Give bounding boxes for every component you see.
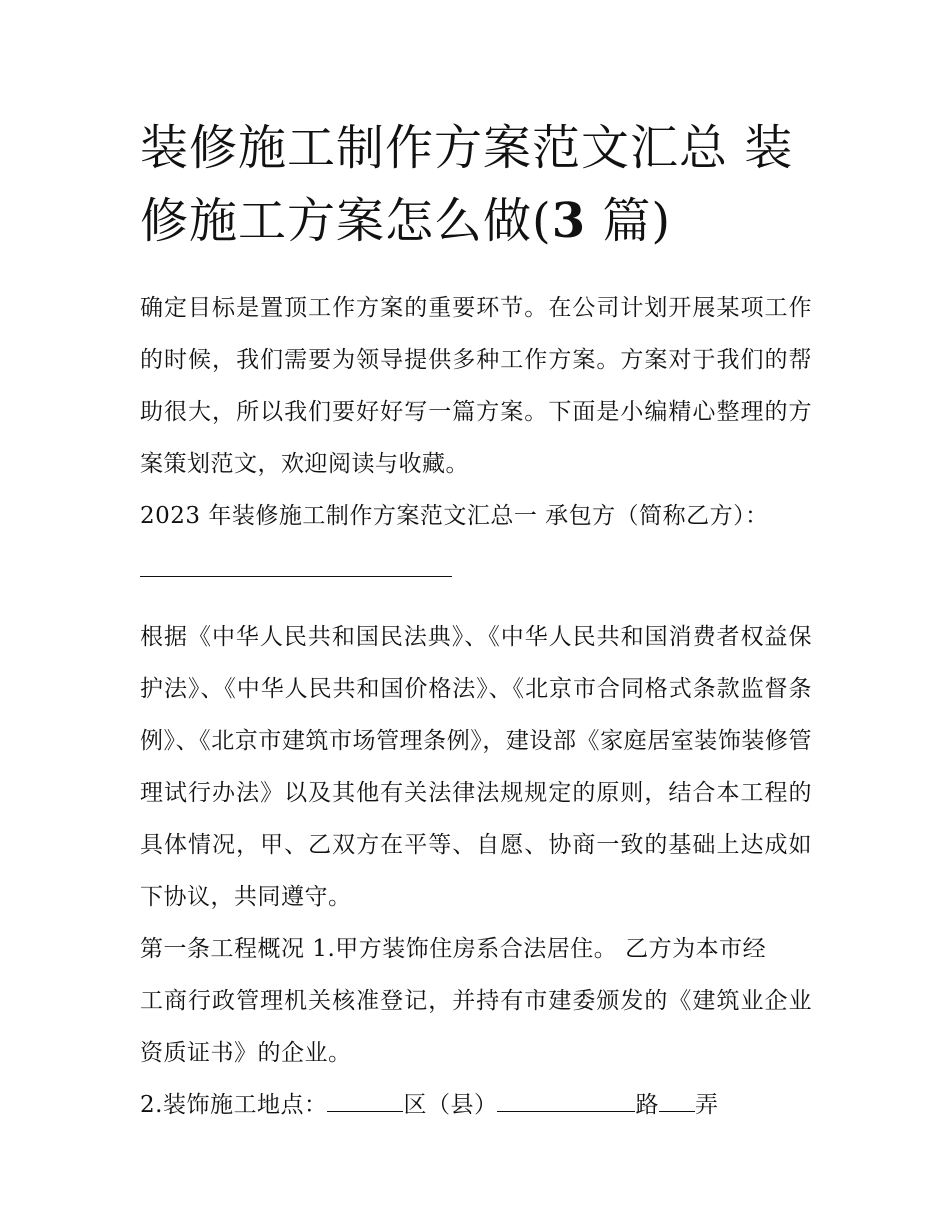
article-1-paragraph	[140, 923, 812, 1079]
title-article-count: 3	[551, 193, 587, 249]
document-title	[140, 112, 812, 258]
district-blank	[327, 1089, 403, 1112]
title-line-1: 装修施工制作方案范文汇总 装	[140, 120, 794, 176]
title-line-2-suffix: 篇)	[586, 193, 672, 249]
contractor-name-blank	[140, 576, 452, 577]
road-label: 路	[635, 1092, 659, 1118]
legal-basis-paragraph: 根据《中华人民共和国民法典》、《中华人民共和国消费者权益保护法》、《中华人民共和国价格法》、《北京市合同格式条款监督条例》、《北京市建筑市场管理条例》，建设部《家庭居室装饰装修管理试行办法》以及其他有关法律法规规定的原则，结合本工程的具体情况，甲、乙双方在平等、自愿、协商一致的基础上达成如下协议，共同遵守。	[140, 624, 812, 910]
document-page	[140, 112, 812, 1131]
lane-label: 弄	[694, 1092, 719, 1118]
title-line-2-prefix: 修施工方案怎么做(	[140, 193, 552, 249]
road-blank	[497, 1089, 635, 1112]
address-label: 2.装饰施工地点：	[140, 1092, 328, 1118]
section-1-heading: 2023 年装修施工制作方案范文汇总一 承包方（简称乙方）：	[140, 503, 769, 529]
district-label: 区（县）	[403, 1092, 498, 1118]
address-line	[140, 1079, 812, 1131]
intro-paragraph: 确定目标是置顶工作方案的重要环节。在公司计划开展某项工作的时候，我们需要为领导提供多种工作方案。方案对于我们的帮助很大，所以我们要好好写一篇方案。下面是小编精心整理的方案策划范文，欢迎阅读与收藏。	[140, 295, 812, 477]
article-1-rest: 工商行政管理机关核准登记，并持有市建委颁发的《建筑业企业资质证书》的企业。	[140, 988, 812, 1066]
article-1-first-line: 第一条工程概况 1.甲方装饰住房系合法居住。 乙方为本市经	[140, 936, 767, 962]
lane-blank	[659, 1089, 695, 1112]
